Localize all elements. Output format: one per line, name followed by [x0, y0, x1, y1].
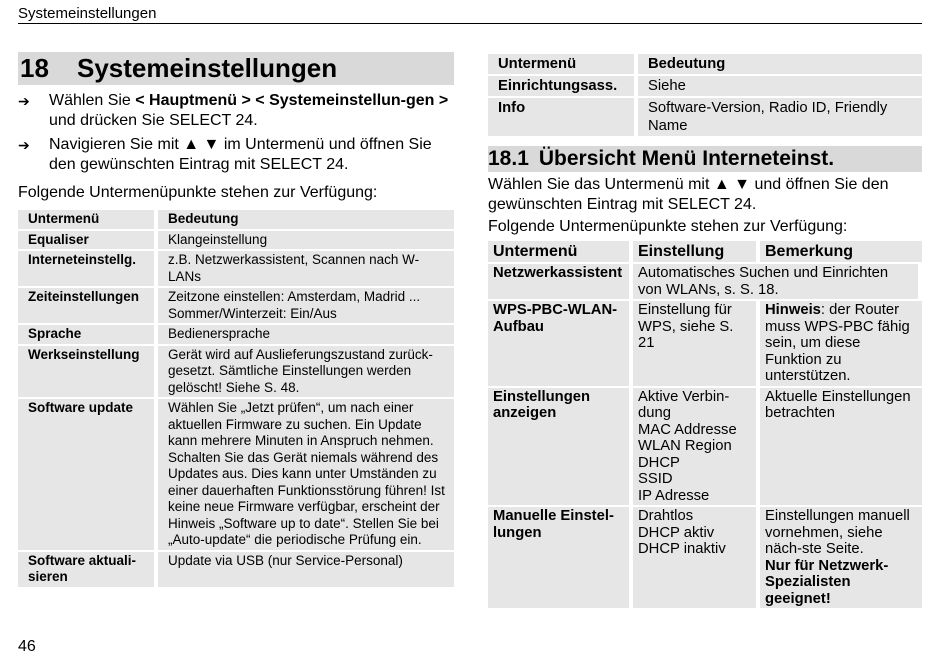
right-column [488, 52, 922, 610]
section-heading [18, 52, 454, 85]
menu-cell: Interneteinstellg. [18, 251, 158, 286]
table-row [18, 288, 454, 323]
table-header-row [18, 210, 454, 229]
table-row [18, 346, 454, 398]
left-column [18, 52, 454, 589]
setting-cell: Automatisches Suchen und Einrichten von WLANs, s. S. 18. [633, 264, 922, 299]
arrow-right-icon: ➔ [18, 93, 30, 109]
meaning-cell: Zeitzone einstellen: Amsterdam, Madrid ... Sommer/Winterzeit: Ein/Aus [158, 288, 454, 323]
instruction-list [18, 91, 454, 175]
submenu-table-continued [488, 52, 922, 138]
subsection-heading [488, 146, 922, 172]
table-header-row [488, 54, 922, 74]
column-header: Untermenü [488, 54, 638, 74]
table-row [488, 98, 922, 136]
arrow-right-icon: ➔ [18, 137, 30, 153]
section-title: Systemeinstellungen [77, 53, 338, 83]
menu-cell: Info [488, 98, 638, 136]
column-header: Bemerkung [760, 241, 922, 262]
table-row [18, 231, 454, 250]
menu-cell: Netzwerkassistent [488, 264, 633, 299]
meaning-cell: Software-Version, Radio ID, Friendly Name [638, 98, 922, 136]
menu-cell: WPS-PBC-WLAN-Aufbau [488, 301, 633, 386]
table-row [488, 388, 922, 506]
column-header: Bedeutung [158, 210, 454, 229]
menu-cell: Einstellungen anzeigen [488, 388, 633, 506]
column-header: Untermenü [488, 241, 633, 262]
table-lead: Folgende Untermenüpunkte stehen zur Verfügung: [18, 184, 378, 201]
table-row [18, 552, 454, 587]
meaning-cell: Bedienersprache [158, 325, 454, 344]
instruction-item [18, 135, 454, 175]
menu-cell: Software aktuali-sieren [18, 552, 158, 587]
subsection-intro: Wählen Sie das Untermenü mit ▲ ▼ und öffnen Sie den gewünschten Eintrag mit SELECT 24. [488, 176, 889, 213]
internet-settings-table [488, 239, 922, 610]
menu-cell: Manuelle Einstel-lungen [488, 507, 633, 608]
meaning-cell: z.B. Netzwerkassistent, Scannen nach W-LANs [158, 251, 454, 286]
header-rule [18, 23, 922, 24]
page-number: 46 [18, 638, 36, 655]
table-header-row [488, 241, 922, 262]
setting-cell: Aktive Verbin-dung MAC Addresse WLAN Region DHCP SSID IP Adresse [633, 388, 760, 506]
table-row [488, 76, 922, 96]
column-header: Untermenü [18, 210, 158, 229]
subsection-title: Übersicht Menü Interneteinst. [538, 147, 835, 170]
menu-cell: Software update [18, 399, 158, 550]
table-lead: Folgende Untermenüpunkte stehen zur Verfügung: [488, 218, 848, 235]
table-row [18, 399, 454, 550]
setting-cell: Drahtlos DHCP aktiv DHCP inaktiv [633, 507, 760, 608]
column-header: Einstellung [633, 241, 760, 262]
menu-cell: Zeiteinstellungen [18, 288, 158, 323]
note-cell: Einstellungen manuell vornehmen, siehe näch-ste Seite. Nur für Netzwerk-Spezialisten geeignet! [760, 507, 922, 608]
instruction-item [18, 91, 454, 131]
meaning-cell: Gerät wird auf Auslieferungszustand zurück-gesetzt. Sämtliche Einstellungen werden gelöscht! Siehe S. 48. [158, 346, 454, 398]
menu-cell: Einrichtungsass. [488, 76, 638, 96]
meaning-cell: Wählen Sie „Jetzt prüfen“, um nach einer aktuellen Firmware zu suchen. Ein Update kann mehrere Minuten in Anspruch nehmen. Schalten Sie das Gerät niemals während des Updates aus. Dies kann unter Umständen zu einer dauerhaften Funktionsstörung führen! Ist keine neue Firmware verfügbar, erscheint der Hinweis „Software up to date“. Stellen Sie bei „Auto-update“ die periodische Prüfung ein. [158, 399, 454, 550]
table-row [488, 507, 922, 608]
note-cell: Hinweis: der Router muss WPS-PBC fähig sein, um diese Funktion zu unterstützen. [760, 301, 922, 386]
meaning-cell: Update via USB (nur Service-Personal) [158, 552, 454, 587]
menu-cell: Sprache [18, 325, 158, 344]
meaning-cell: Klangeinstellung [158, 231, 454, 250]
table-row [488, 264, 922, 299]
section-number: 18 [20, 53, 49, 83]
column-header: Bedeutung [638, 54, 922, 74]
running-head: Systemeinstellungen [18, 5, 157, 22]
table-row [18, 251, 454, 286]
setting-cell: Einstellung für WPS, siehe S. 21 [633, 301, 760, 386]
table-row [488, 301, 922, 386]
note-cell: Aktuelle Einstellungen betrachten [760, 388, 922, 506]
subsection-number: 18.1 [488, 147, 529, 170]
instruction-text: Wählen Sie < Hauptmenü > < Systemeinstellun-gen > und drücken Sie SELECT 24. [49, 92, 449, 129]
menu-cell: Equaliser [18, 231, 158, 250]
table-row [18, 325, 454, 344]
submenu-table [18, 208, 454, 589]
meaning-cell: Siehe [638, 76, 922, 96]
instruction-text: Navigieren Sie mit ▲ ▼ im Untermenü und öffnen Sie den gewünschten Eintrag mit SELECT 24. [49, 136, 432, 173]
menu-cell: Werkseinstellung [18, 346, 158, 398]
